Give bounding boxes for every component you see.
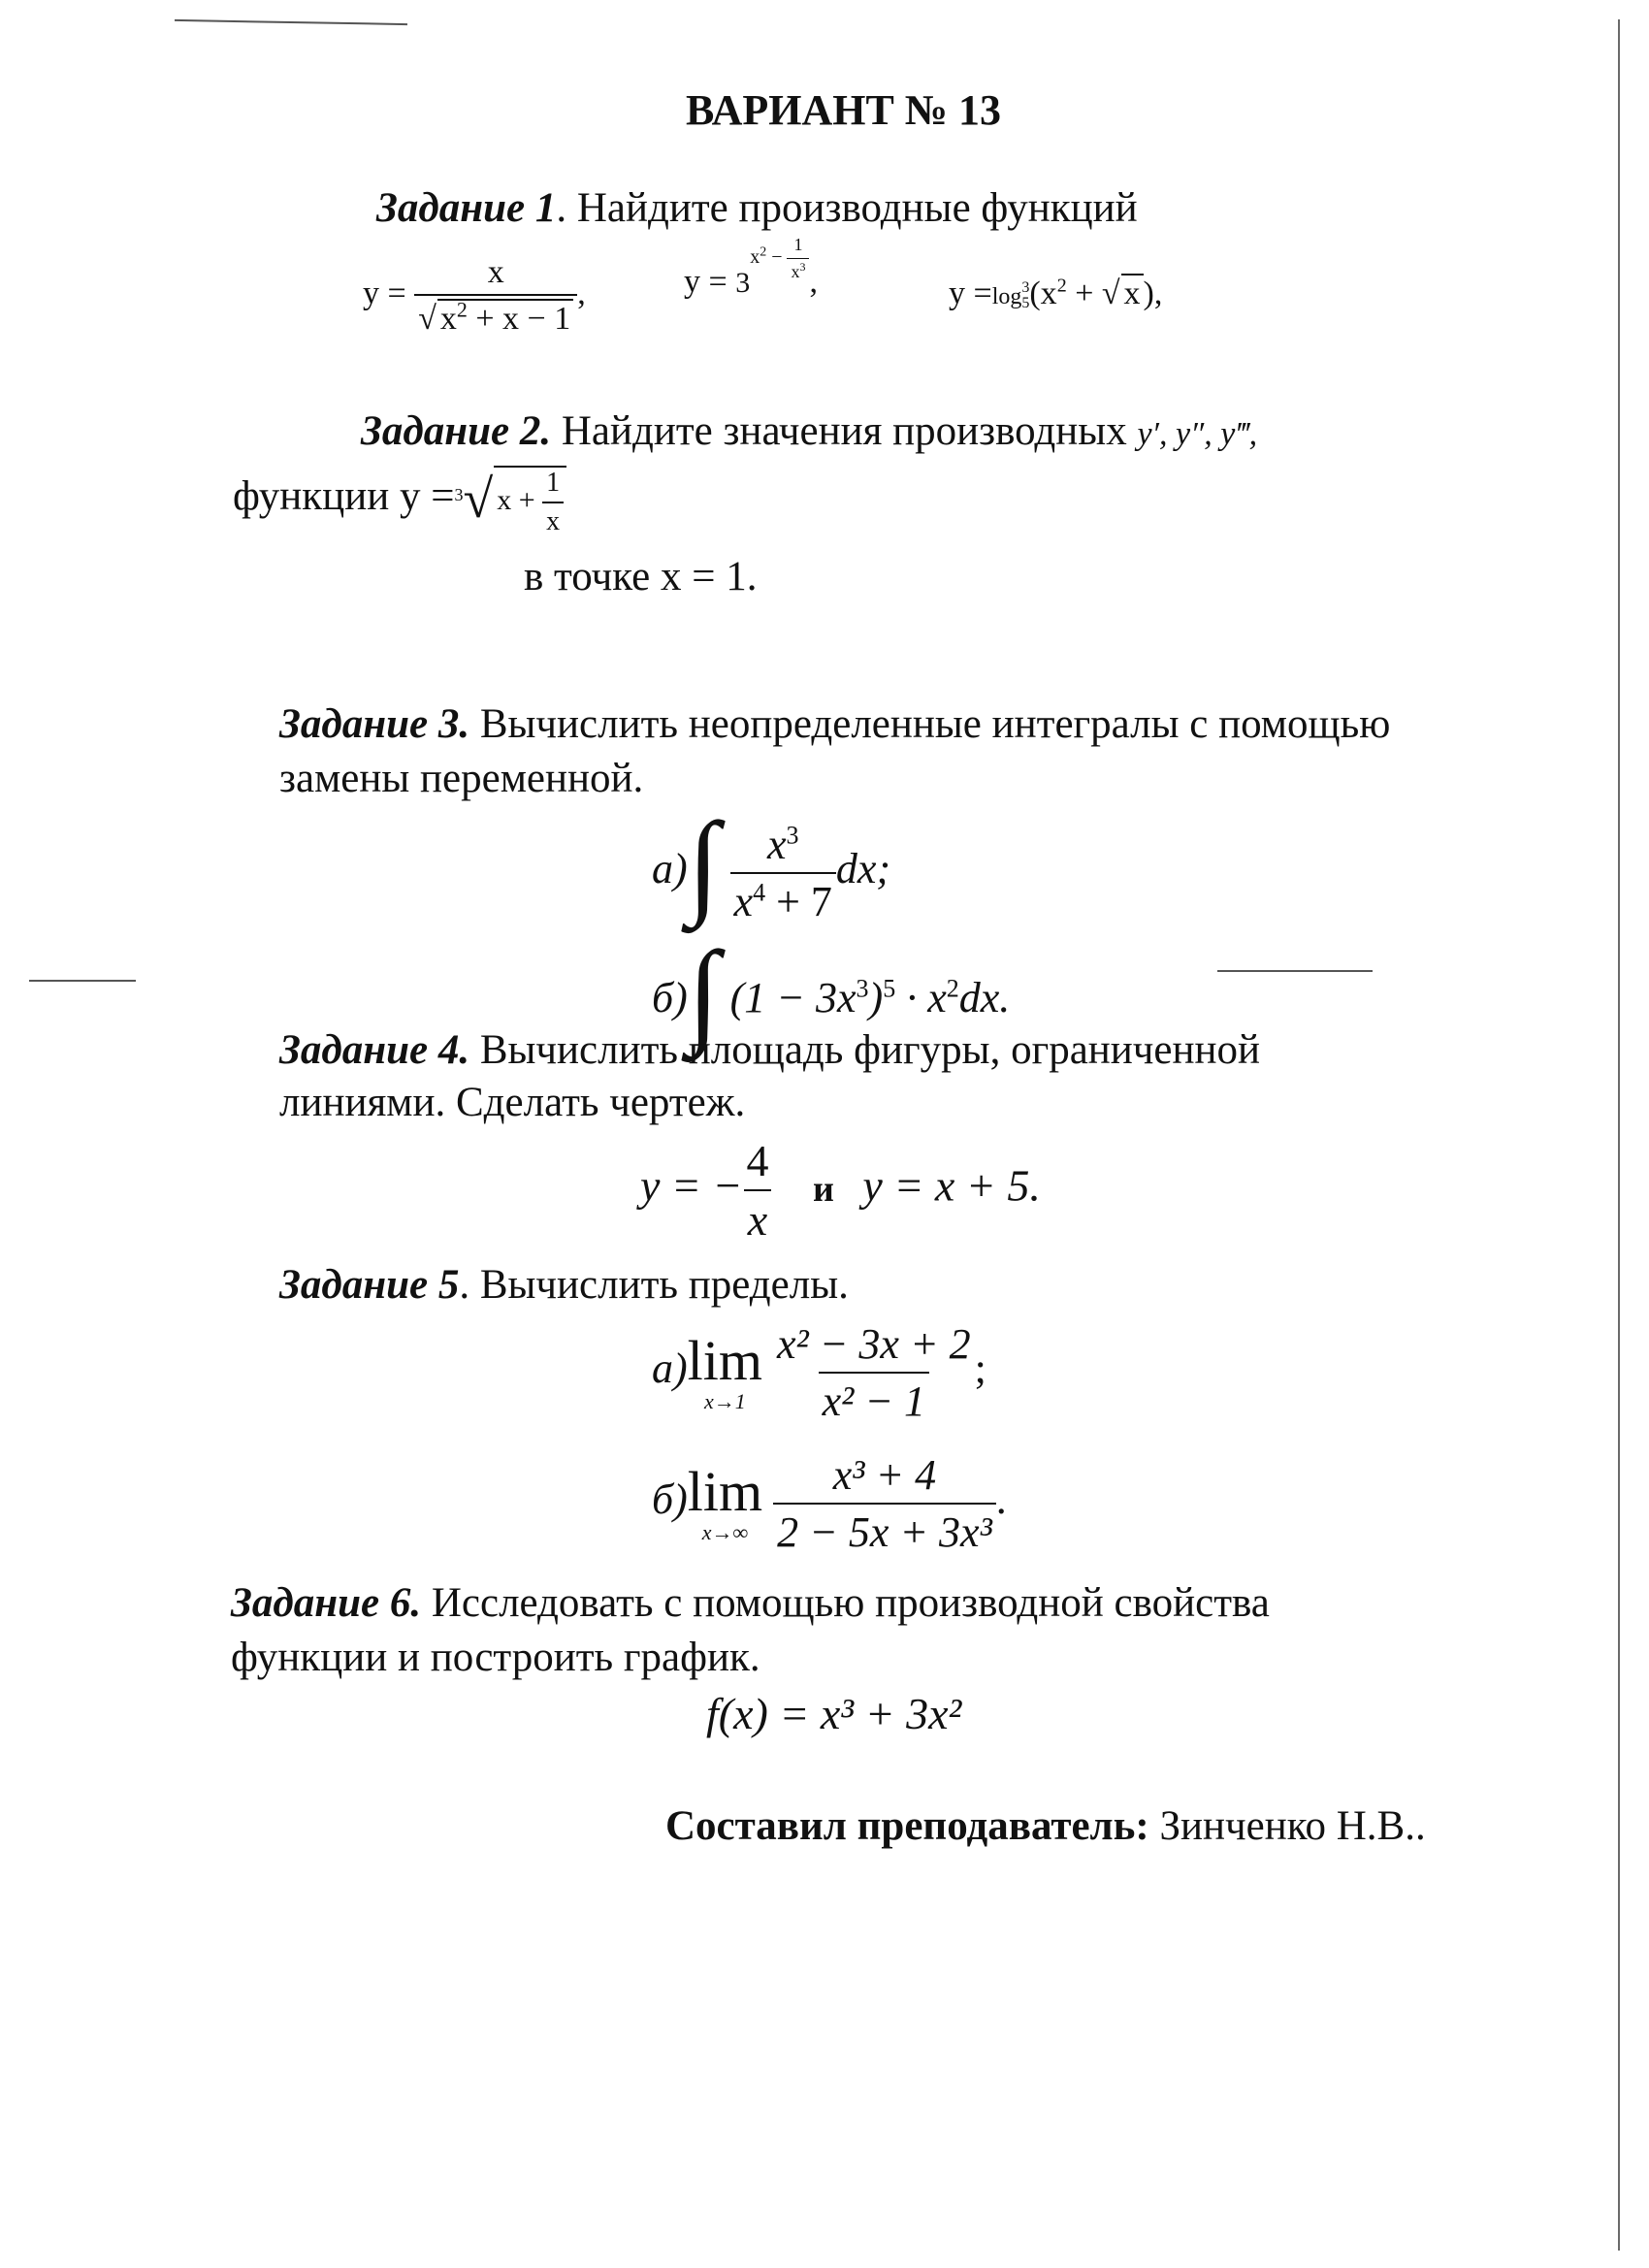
- footer-name: Зинченко Н.В..: [1148, 1803, 1426, 1849]
- task3-text2: замены переменной.: [279, 756, 644, 801]
- f2-exponent: x2 − 1 x3: [750, 246, 809, 268]
- task5-limit-a: а) lim x→1 $\frac{\text{x² − 3x + 2}}{\text{x² − 1}}$ ;: [652, 1320, 986, 1425]
- task1-function-1: [363, 254, 586, 338]
- scan-mark-top-left: [175, 19, 407, 25]
- task3-integral-a: [652, 798, 891, 927]
- f1-sqrt: [437, 299, 573, 338]
- f3-log-scripts: 3 5: [1021, 279, 1030, 312]
- task2-point: в точке x = 1.: [524, 554, 758, 599]
- task2-root-body: x + $\frac{1}{x}$: [494, 466, 566, 537]
- limit-b-fraction: $\frac{\text{x³ + 4}}{\text{2 − 5x + 3x³}}$: [773, 1450, 996, 1557]
- f1-den-rest: + x − 1: [467, 301, 571, 337]
- task2-root-index: 3: [454, 484, 464, 504]
- task2-label: Задание 2.: [361, 408, 552, 454]
- page-title: ВАРИАНТ № 13: [686, 86, 1002, 134]
- task2-heading: [361, 407, 1257, 455]
- task2-function: функции y =$^3$√ x + $\frac{1}{x}$: [233, 466, 566, 537]
- integral-b-label: б): [652, 974, 688, 1021]
- task4-text1: Вычислить площадь фигуры, ограниченной: [469, 1027, 1261, 1073]
- task6-formula: f(x) = x³ + 3x²: [706, 1689, 962, 1738]
- task5-text: . Вычислить пределы.: [459, 1262, 849, 1308]
- task1-heading: [376, 184, 1138, 232]
- scan-mark-right: [1217, 970, 1373, 972]
- task2-func-prefix: функции y =: [233, 473, 455, 520]
- integral-a-tail: dx;: [835, 845, 891, 892]
- f3-log: log: [991, 284, 1022, 309]
- task1-function-3: y =log 3 5 ($x^2$ + √ x),: [949, 275, 1163, 312]
- f1-fraction: [414, 254, 577, 338]
- task1-label: Задание 1: [376, 185, 557, 231]
- limit-b-lim: lim x→∞: [687, 1460, 763, 1544]
- task6-text1: Исследовать с помощью производной свойства: [421, 1580, 1270, 1626]
- task6-text2: функции и построить график.: [231, 1635, 760, 1680]
- task3-text1: Вычислить неопределенные интегралы с помощью: [469, 701, 1391, 747]
- task3-label: Задание 3.: [279, 701, 470, 747]
- task2-text: Найдите значения производных: [551, 408, 1138, 454]
- f1-den-x: x: [439, 301, 457, 337]
- integral-a-label: а): [652, 845, 688, 892]
- scan-border-right: [1618, 19, 1620, 2251]
- task5-limit-b: б) lim x→∞ $\frac{\text{x³ + 4}}{\text{2 − 5x + 3x³}}$ .: [652, 1451, 1007, 1556]
- f1-tail: ,: [577, 275, 586, 311]
- f1-den-exp: 2: [456, 297, 468, 322]
- f2-base: 3: [735, 267, 751, 300]
- integral-sign-b: ∫: [687, 927, 720, 1056]
- task4-heading: [279, 1026, 1260, 1074]
- limit-a-fraction: $\frac{\text{x² − 3x + 2}}{\text{x² − 1}}$: [777, 1320, 971, 1425]
- f1-numerator: x: [487, 254, 504, 290]
- task4-fraction: $\frac{4}{x}$: [743, 1135, 773, 1246]
- task6-heading: [231, 1579, 1270, 1627]
- task4-formula: [640, 1135, 1041, 1246]
- task3-integral-b: б)∫ $(1 - 3x^3)^5 \cdot x^2dx$.: [652, 927, 1011, 1056]
- footer-label: Составил преподаватель:: [665, 1803, 1149, 1849]
- scan-mark-left: [29, 980, 136, 982]
- task4-right: y = x + 5.: [862, 1160, 1041, 1211]
- task4-left: y = −: [640, 1160, 743, 1211]
- f3-y: y =: [949, 275, 992, 311]
- limit-a-lim: lim x→1: [687, 1329, 762, 1413]
- task5-heading: [279, 1261, 849, 1309]
- f2-y: y =: [684, 264, 728, 301]
- footer-author: [665, 1802, 1426, 1850]
- task6-label: Задание 6.: [231, 1580, 422, 1626]
- integral-a-fraction: $\frac{x^3}{x^4 + 7}$: [730, 820, 836, 926]
- task4-and: и: [813, 1168, 834, 1210]
- limit-a-label: а): [652, 1345, 688, 1393]
- task4-label: Задание 4.: [279, 1027, 470, 1073]
- f1-y: y =: [363, 275, 406, 311]
- f1-denominator: √ $x^2 + x - 1$: [414, 294, 577, 338]
- f2-tail: ,: [809, 264, 818, 301]
- task2-derivatives: y′, y″, y‴,: [1137, 416, 1258, 452]
- task1-text: . Найдите производные функций: [556, 185, 1138, 231]
- task3-heading: [279, 700, 1390, 748]
- limit-b-label: б): [652, 1475, 688, 1524]
- task4-text2: линиями. Сделать чертеж.: [279, 1080, 746, 1125]
- integral-sign-a: ∫: [687, 798, 720, 927]
- task5-label: Задание 5: [279, 1262, 460, 1308]
